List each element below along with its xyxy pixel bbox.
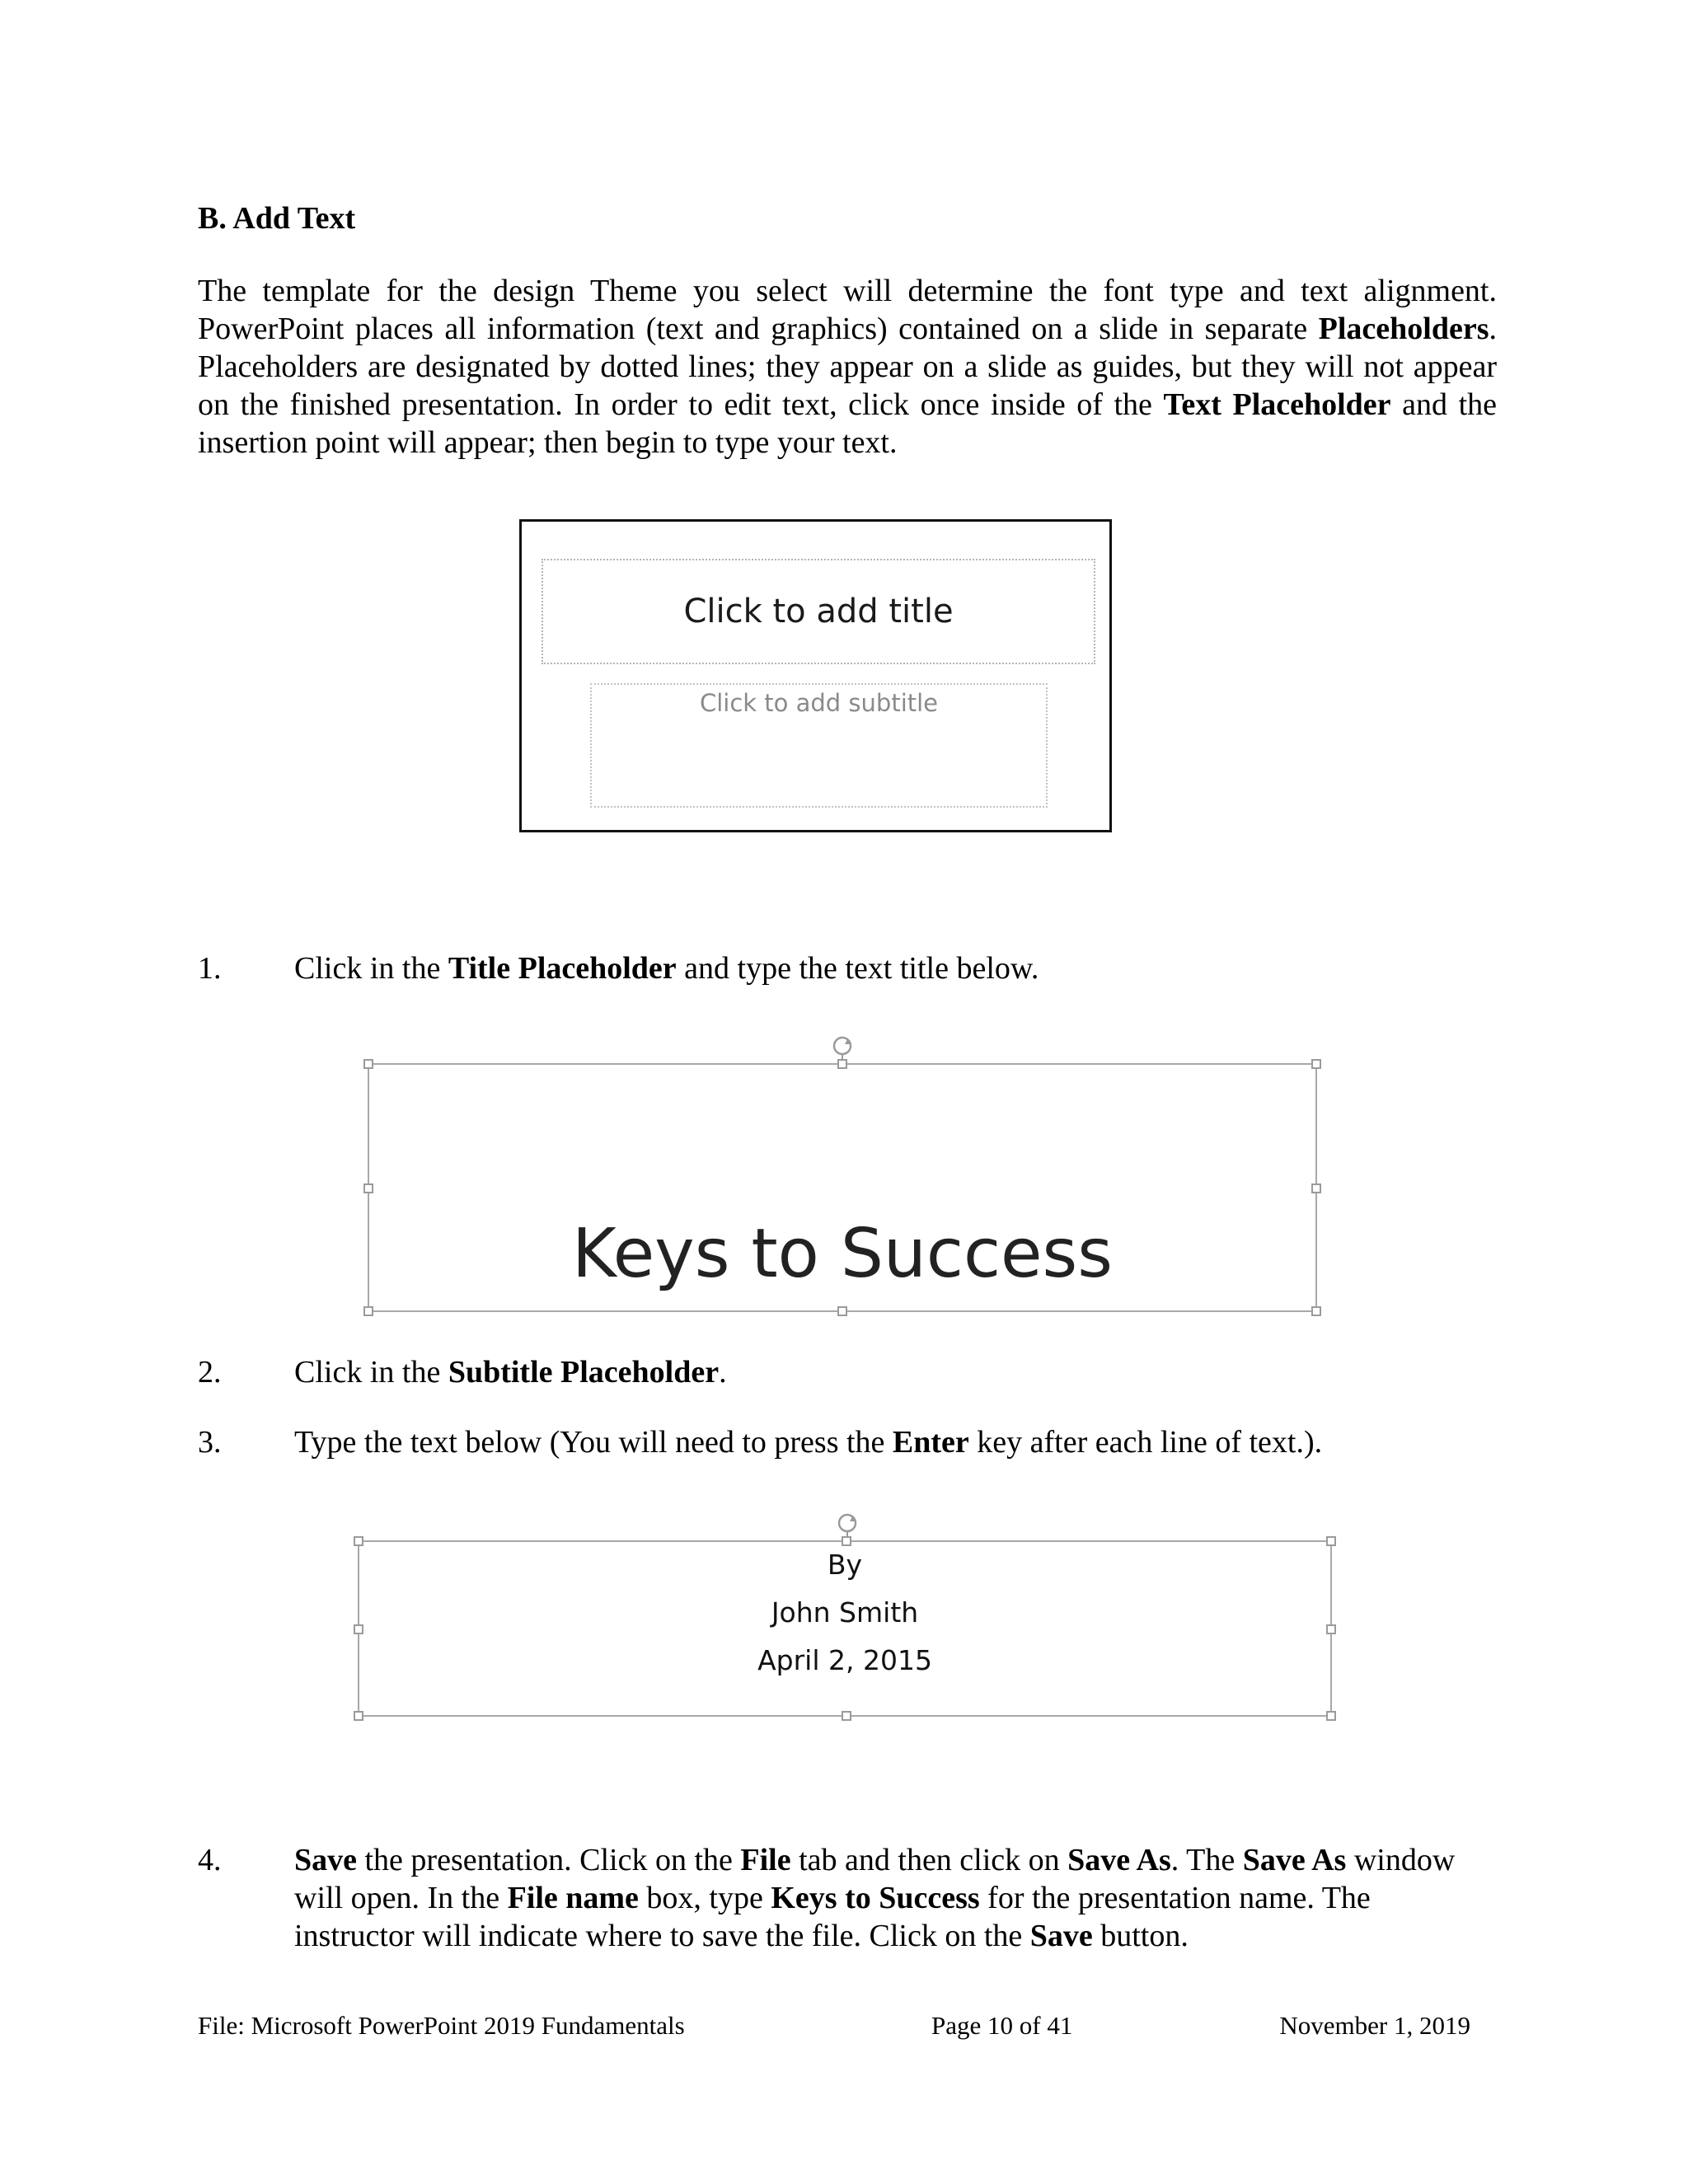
intro-line-5: insertion point will appear; then begin to type your text. bbox=[198, 425, 898, 460]
subtitle-placeholder[interactable] bbox=[590, 683, 1048, 808]
subtitle-line-date: April 2, 2015 bbox=[757, 1644, 932, 1676]
resize-handle-bottom-left[interactable] bbox=[363, 1306, 373, 1316]
resize-handle-right[interactable] bbox=[1311, 1183, 1321, 1193]
subtitle-line-name: John Smith bbox=[771, 1596, 919, 1629]
intro-line-1: The template for the design Theme you select will determine the font type and text alignment. bbox=[198, 274, 1497, 308]
section-heading: B. Add Text bbox=[198, 201, 356, 236]
step-text: Click in the Subtitle Placeholder. bbox=[294, 1355, 727, 1390]
step-number: 1. bbox=[198, 951, 222, 986]
title-text: Keys to Success bbox=[572, 1215, 1113, 1293]
resize-handle-top-left[interactable] bbox=[354, 1536, 363, 1546]
resize-handle-bottom[interactable] bbox=[837, 1306, 847, 1316]
step-4 bbox=[198, 1841, 1497, 1957]
footer-date: November 1, 2019 bbox=[1279, 2011, 1470, 2040]
subtitle-placeholder-text: Click to add subtitle bbox=[699, 689, 939, 717]
resize-handle-top[interactable] bbox=[837, 1059, 847, 1069]
step-number: 3. bbox=[198, 1425, 222, 1460]
step-3 bbox=[198, 1423, 1497, 1461]
resize-handle-top-right[interactable] bbox=[1311, 1059, 1321, 1069]
footer-file-name: File: Microsoft PowerPoint 2019 Fundamentals bbox=[198, 2011, 685, 2040]
resize-handle-bottom-right[interactable] bbox=[1326, 1711, 1336, 1721]
subtitle-line-by: By bbox=[827, 1549, 863, 1581]
intro-line-3: Placeholders are designated by dotted lines; they appear on a slide as guides, but they will not appear bbox=[198, 349, 1497, 384]
resize-handle-bottom[interactable] bbox=[842, 1711, 851, 1721]
resize-handle-bottom-left[interactable] bbox=[354, 1711, 363, 1721]
title-placeholder-selected[interactable] bbox=[368, 1063, 1317, 1312]
title-placeholder[interactable] bbox=[542, 559, 1095, 664]
subtitle-placeholder-selected[interactable] bbox=[358, 1540, 1332, 1717]
title-placeholder-text: Click to add title bbox=[683, 593, 954, 630]
intro-line-4: on the finished presentation. In order to edit text, click once inside of the Text Placeholder and the bbox=[198, 387, 1498, 422]
intro-line-2: PowerPoint places all information (text and graphics) contained on a slide in separate Placeholders. bbox=[198, 312, 1497, 346]
step-text: Save the presentation. Click on the File tab and then click on Save As. The Save As window will open. In the File name box, type Keys to Success for the presentation name. The instructor will indicate where to save the file. Click on the Save button. bbox=[294, 1843, 1456, 1953]
resize-handle-left[interactable] bbox=[363, 1183, 373, 1193]
step-1 bbox=[198, 949, 1497, 987]
footer-page-number: Page 10 of 41 bbox=[931, 2011, 1073, 2040]
step-text: Click in the Title Placeholder and type the text title below. bbox=[294, 951, 1039, 986]
step-text: Type the text below (You will need to press the Enter key after each line of text.). bbox=[294, 1425, 1323, 1460]
resize-handle-top-left[interactable] bbox=[363, 1059, 373, 1069]
step-2 bbox=[198, 1353, 1497, 1391]
page-footer bbox=[198, 2009, 1470, 2046]
intro-paragraph bbox=[198, 272, 1497, 462]
step-number: 2. bbox=[198, 1355, 222, 1390]
resize-handle-bottom-right[interactable] bbox=[1311, 1306, 1321, 1316]
resize-handle-top[interactable] bbox=[842, 1536, 851, 1546]
slide-thumbnail bbox=[519, 519, 1112, 832]
resize-handle-top-right[interactable] bbox=[1326, 1536, 1336, 1546]
step-number: 4. bbox=[198, 1843, 222, 1877]
